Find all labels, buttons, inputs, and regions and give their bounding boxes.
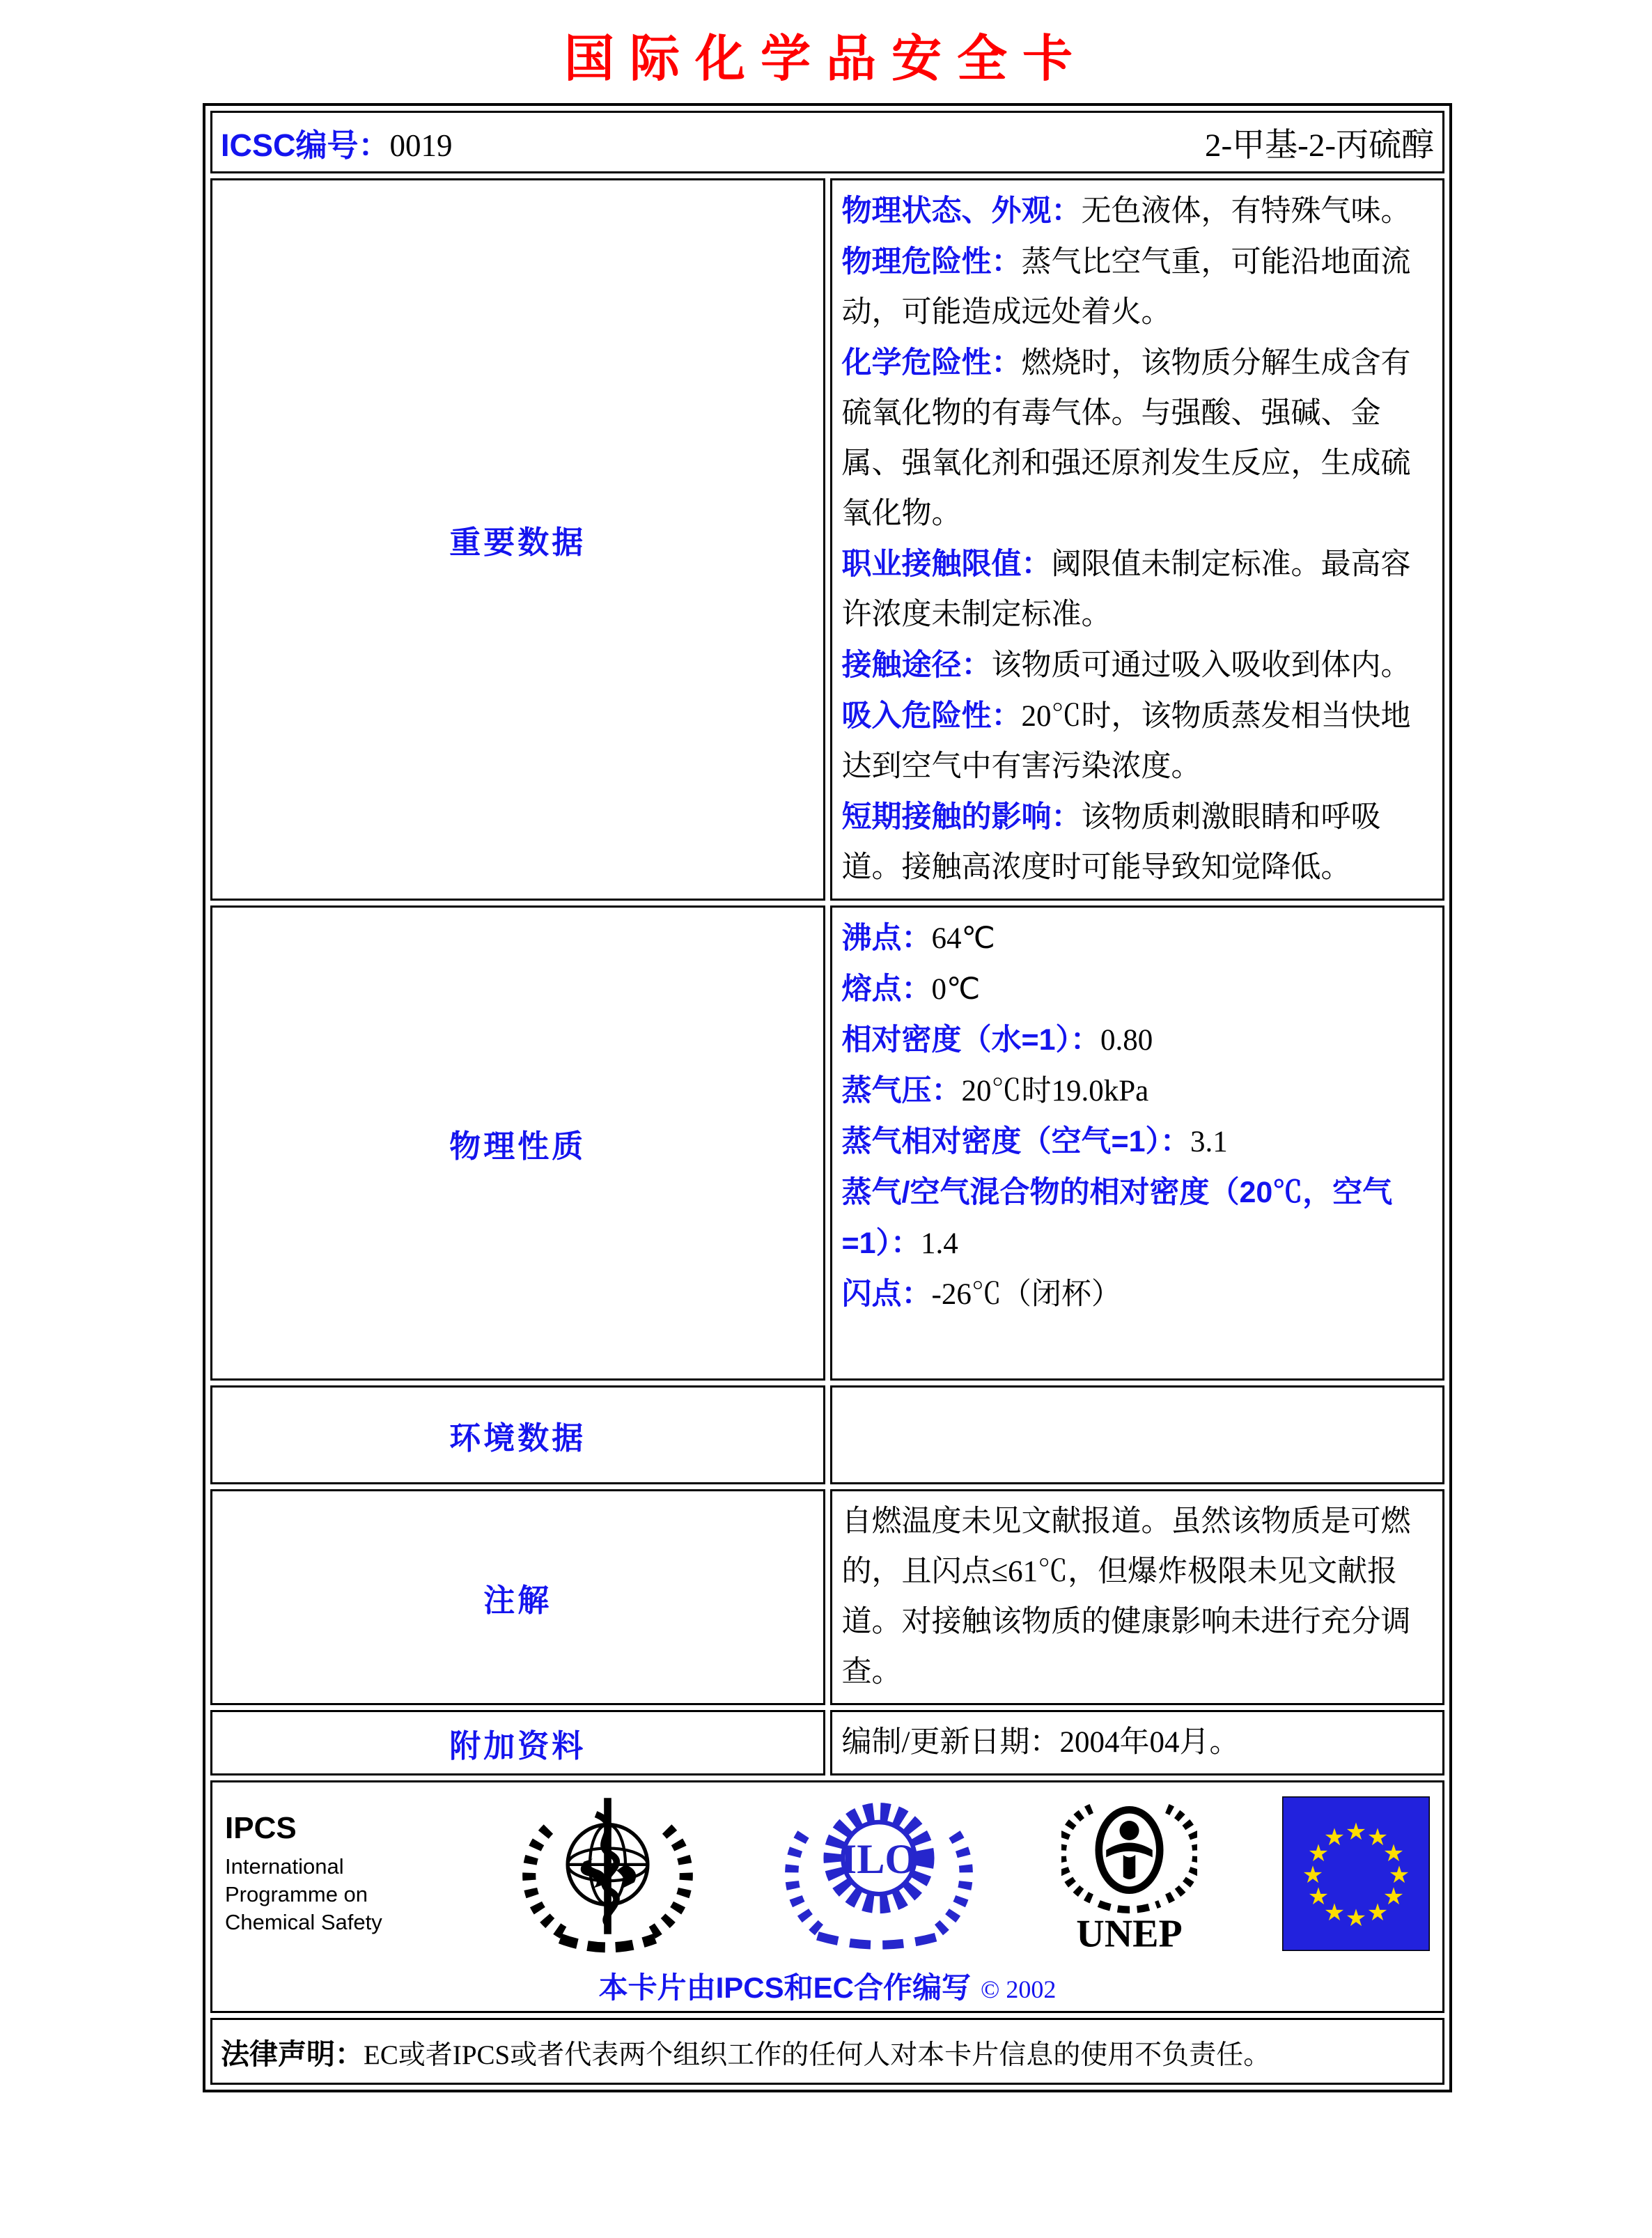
property-line: 沸点：64℃ <box>841 922 995 955</box>
unep-label: UNEP <box>1076 1912 1183 1956</box>
section-label-notes: 注解 <box>210 1489 825 1705</box>
logo-row <box>219 1787 1435 1961</box>
ipcs-text-block <box>225 1811 434 1936</box>
svg-text:★: ★ <box>1307 1841 1330 1867</box>
svg-text:★: ★ <box>1366 1900 1389 1926</box>
ipcs-line: International <box>225 1854 344 1879</box>
additional-info-row <box>210 1710 1444 1775</box>
ipcs-title: IPCS <box>225 1811 297 1845</box>
property-line: 蒸气相对密度（空气=1）：3.1 <box>841 1125 1228 1158</box>
environmental-data-content <box>830 1385 1445 1484</box>
important-data-content <box>830 178 1445 901</box>
svg-text:★: ★ <box>1323 1825 1346 1851</box>
additional-info-text: 编制/更新日期：2004年04月。 <box>841 1726 1240 1759</box>
section-label-additional-info: 附加资料 <box>210 1710 825 1775</box>
svg-text:★: ★ <box>1388 1863 1410 1888</box>
property-line: 职业接触限值：阈限值未制定标准。最高容许浓度未制定标准。 <box>841 547 1411 631</box>
icsc-number-label: ICSC编号： <box>221 127 390 163</box>
property-line: 接触途径：该物质可通过吸入吸收到体内。 <box>841 648 1411 682</box>
legal-cell <box>210 2018 1444 2085</box>
physical-properties-row <box>210 906 1444 1381</box>
ipcs-line: Chemical Safety <box>225 1910 382 1934</box>
svg-text:★: ★ <box>1366 1825 1389 1851</box>
property-line: 物理状态、外观：无色液体，有特殊气味。 <box>841 194 1411 228</box>
property-line: 物理危险性：蒸气比空气重，可能沿地面流动，可能造成远处着火。 <box>841 245 1411 329</box>
unep-icon <box>1061 1787 1197 1961</box>
svg-text:★: ★ <box>1307 1884 1330 1910</box>
legal-label: 法律声明： <box>221 2037 364 2070</box>
property-line: 吸入危险性：20℃时，该物质蒸发相当快地达到空气中有害污染浓度。 <box>841 699 1411 783</box>
card-header-row <box>210 111 1444 173</box>
legal-text: EC或者IPCS或者代表两个组织工作的任何人对本卡片信息的使用不负责任。 <box>364 2039 1271 2070</box>
property-line: 相对密度（水=1）：0.80 <box>841 1023 1153 1057</box>
important-data-row <box>210 178 1444 901</box>
notes-content <box>830 1489 1445 1705</box>
physical-properties-content <box>830 906 1445 1381</box>
property-line: 熔点：0℃ <box>841 972 981 1006</box>
footer-caption-text: 本卡片由IPCS和EC合作编写 <box>598 1971 971 2004</box>
section-label-environmental-data: 环境数据 <box>210 1385 825 1484</box>
svg-text:★: ★ <box>1345 1906 1367 1932</box>
icsc-number-value: 0019 <box>389 127 453 163</box>
svg-text:★: ★ <box>1323 1900 1346 1926</box>
ilo-icon <box>781 1792 976 1956</box>
card-header-cell <box>210 111 1444 173</box>
ipcs-line: Programme on <box>225 1882 368 1906</box>
svg-text:★: ★ <box>1382 1884 1405 1910</box>
footer-caption <box>219 1965 1435 2007</box>
property-line: 短期接触的影响：该物质刺激眼睛和呼吸道。接触高浓度时可能导致知觉降低。 <box>841 800 1381 884</box>
icsc-number-group <box>221 120 453 165</box>
svg-text:★: ★ <box>1382 1841 1405 1867</box>
svg-text:★: ★ <box>1302 1863 1324 1888</box>
footer-row <box>210 1780 1444 2013</box>
section-label-important-data: 重要数据 <box>210 178 825 901</box>
property-line: 蒸气压：20℃时19.0kPa <box>841 1074 1149 1108</box>
chemical-name: 2-甲基-2-丙硫醇 <box>1205 127 1434 164</box>
safety-card-table <box>203 103 1452 2092</box>
property-line: 化学危险性：燃烧时，该物质分解生成含有硫氧化物的有毒气体。与强酸、强碱、金属、强氧化剂和强还原剂发生反应，生成硫氧化物。 <box>841 346 1411 530</box>
property-line: 蒸气/空气混合物的相对密度（20℃，空气=1）：1.4 <box>841 1176 1393 1260</box>
section-label-physical-properties: 物理性质 <box>210 906 825 1381</box>
property-line: 闪点：-26℃（闭杯） <box>841 1277 1121 1311</box>
eu-flag-icon <box>1282 1796 1430 1951</box>
legal-row <box>210 2018 1444 2085</box>
environmental-data-row <box>210 1385 1444 1484</box>
who-icon <box>519 1790 696 1957</box>
notes-text: 自燃温度未见文献报道。虽然该物质是可燃的，且闪点≤61℃，但爆炸极限未见文献报道。对接触该物质的健康影响未进行充分调查。 <box>841 1505 1411 1688</box>
footer-copyright: © 2002 <box>981 1975 1057 2003</box>
ilo-label: ILO <box>840 1835 918 1883</box>
additional-info-content <box>830 1710 1445 1775</box>
notes-row <box>210 1489 1444 1705</box>
footer-cell <box>210 1780 1444 2013</box>
page-title: 国际化学品安全卡 <box>563 31 1088 87</box>
svg-text:★: ★ <box>1345 1819 1367 1845</box>
